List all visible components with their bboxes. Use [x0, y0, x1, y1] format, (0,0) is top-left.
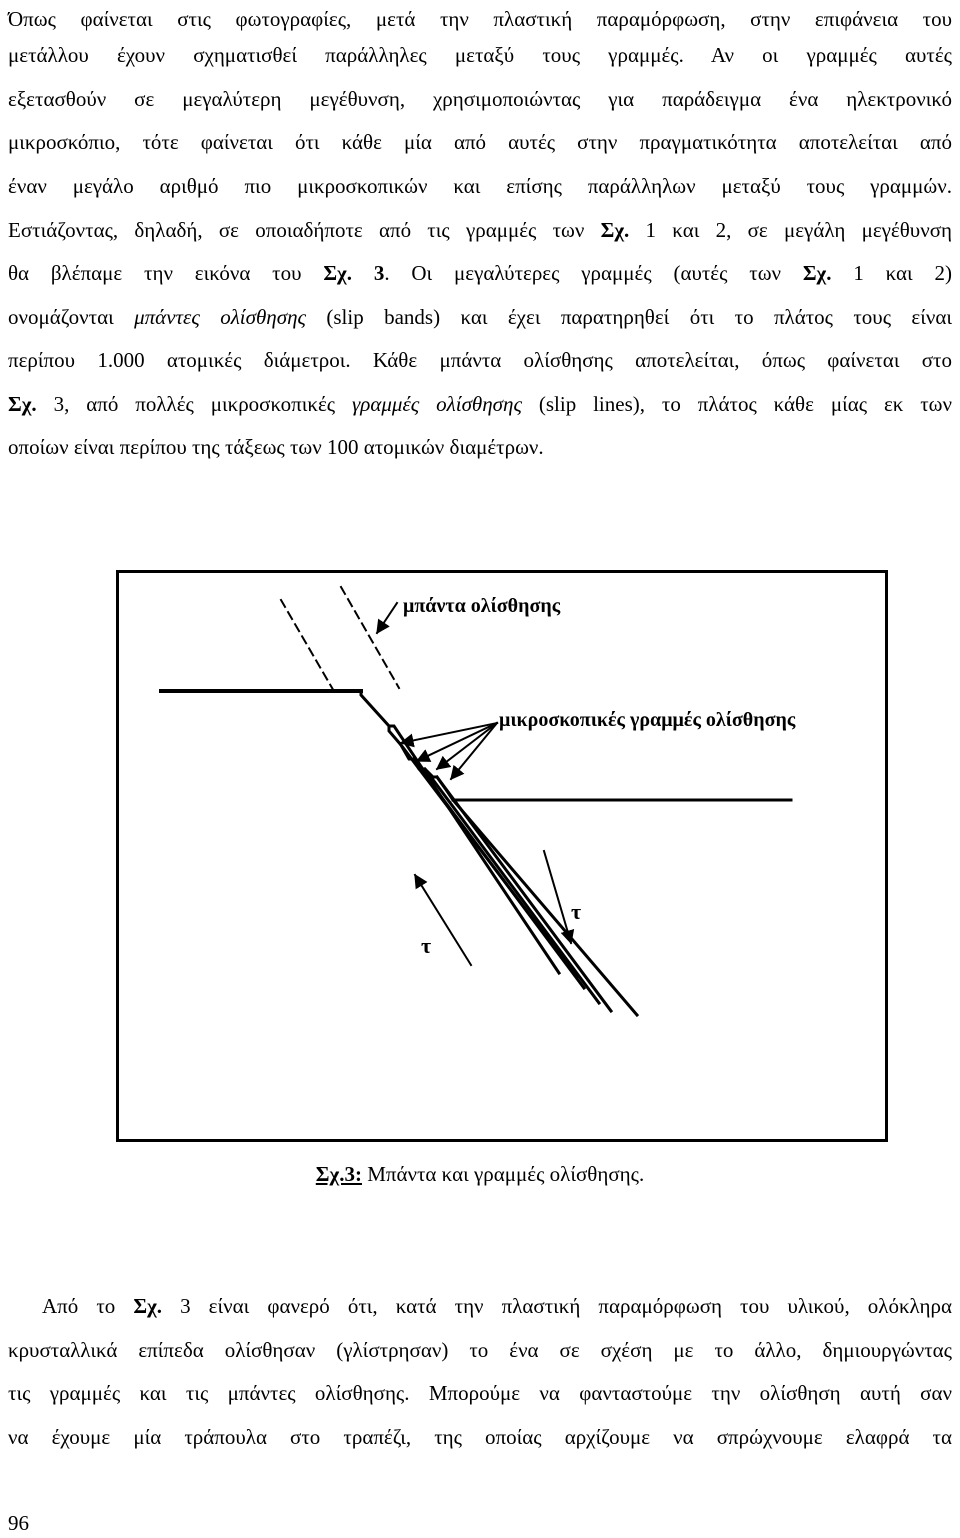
- text-span: 1 και 2): [831, 261, 952, 285]
- figure-caption: [0, 1159, 960, 1189]
- band-boundary-dashed: [281, 600, 335, 693]
- text-line: Όπως φαίνεται στις φωτογραφίες, μετά την πλαστική παραμόρφωση, στην επιφάνεια του: [8, 7, 952, 31]
- text-line: εξετασθούν σε μεγαλύτερη μεγέθυνση, χρησιμοποιώντας για παράδειγμα ένα ηλεκτρονικό: [8, 87, 952, 111]
- text-line: έναν μεγάλο αριθμό πιο μικροσκοπικών και επίσης παράλληλων μεταξύ τους γραμμών.: [8, 174, 952, 198]
- label-tau-left: τ: [421, 933, 432, 958]
- text-line: μικροσκόπιο, τότε φαίνεται ότι κάθε μία από αυτές στην πραγματικότητα αποτελείται από: [8, 130, 952, 154]
- slip-band-diagram: [119, 573, 885, 1139]
- band-arrow: [377, 603, 397, 633]
- term-slip-bands: μπάντες ολίσθησης: [134, 305, 307, 329]
- text-line: [8, 258, 952, 288]
- figure-reference: Σχ.: [600, 218, 630, 242]
- caption-reference: Σχ.3:: [315, 1162, 362, 1186]
- slip-line-arrow: [417, 723, 497, 761]
- figure-reference: Σχ.: [802, 261, 832, 285]
- text-line: [8, 215, 952, 245]
- text-span: 3 είναι φανερό ότι, κατά την πλαστική παραμόρφωση του υλικού, ολόκληρα: [162, 1294, 952, 1318]
- label-slip-band: μπάντα ολίσθησης: [403, 595, 561, 617]
- figure-reference: Σχ. 3: [323, 261, 385, 285]
- band-boundary-dashed: [341, 587, 399, 688]
- text-span: . Οι μεγαλύτερες γραμμές (αυτές των: [384, 261, 803, 285]
- text-span: Εστιάζοντας, δηλαδή, σε οποιαδήποτε από τις γραμμές των: [8, 218, 601, 242]
- caption-text: Μπάντα και γραμμές ολίσθησης.: [361, 1162, 645, 1186]
- text-span: 3, από πολλές μικροσκοπικές: [36, 392, 352, 416]
- text-line: [8, 1291, 952, 1321]
- shear-arrow-right: [544, 851, 571, 943]
- term-slip-lines: γραμμές ολίσθησης: [352, 392, 522, 416]
- text-line: οποίων είναι περίπου της τάξεως των 100 ατομικών διαμέτρων.: [8, 435, 544, 459]
- text-line: μετάλλου έχουν σχηματισθεί παράλληλες μεταξύ τους γραμμές. Αν οι γραμμές αυτές: [8, 43, 952, 67]
- figure-reference: Σχ.: [133, 1294, 163, 1318]
- figure-reference: Σχ.: [8, 392, 37, 416]
- text-line: [8, 302, 952, 332]
- text-line: κρυσταλλικά επίπεδα ολίσθησαν (γλίστρησαν) το ένα σε σχέση με το άλλο, δημιουργώντας: [8, 1338, 952, 1362]
- text-span: ονομάζονται: [8, 305, 135, 329]
- text-span: 1 και 2, σε μεγάλη μεγέθυνση: [629, 218, 952, 242]
- page-number: 96: [8, 1511, 29, 1535]
- text-span: (slip lines), το πλάτος κάθε μίας εκ των: [521, 392, 952, 416]
- text-span: (slip bands) και έχει παρατηρηθεί ότι το πλάτος τους είναι: [306, 305, 952, 329]
- text-span: Από το: [42, 1294, 134, 1318]
- text-line: περίπου 1.000 ατομικές διάμετροι. Κάθε μπάντα ολίσθησης αποτελείται, όπως φαίνεται στο: [8, 348, 952, 372]
- text-line: [8, 389, 952, 419]
- slip-line: [437, 777, 637, 1015]
- text-line: τις γραμμές και τις μπάντες ολίσθησης. Μπορούμε να φανταστούμε την ολίσθηση αυτή σαν: [8, 1381, 952, 1405]
- figure-slip-bands: [116, 570, 888, 1142]
- label-slip-lines: μικροσκοπικές γραμμές ολίσθησης: [499, 709, 796, 731]
- text-line: να έχουμε μία τράπουλα στο τραπέζι, της οποίας αρχίζουμε να σπρώχνουμε ελαφρά τα: [8, 1425, 952, 1449]
- label-tau-right: τ: [571, 899, 582, 924]
- text-span: θα βλέπαμε την εικόνα του: [8, 261, 324, 285]
